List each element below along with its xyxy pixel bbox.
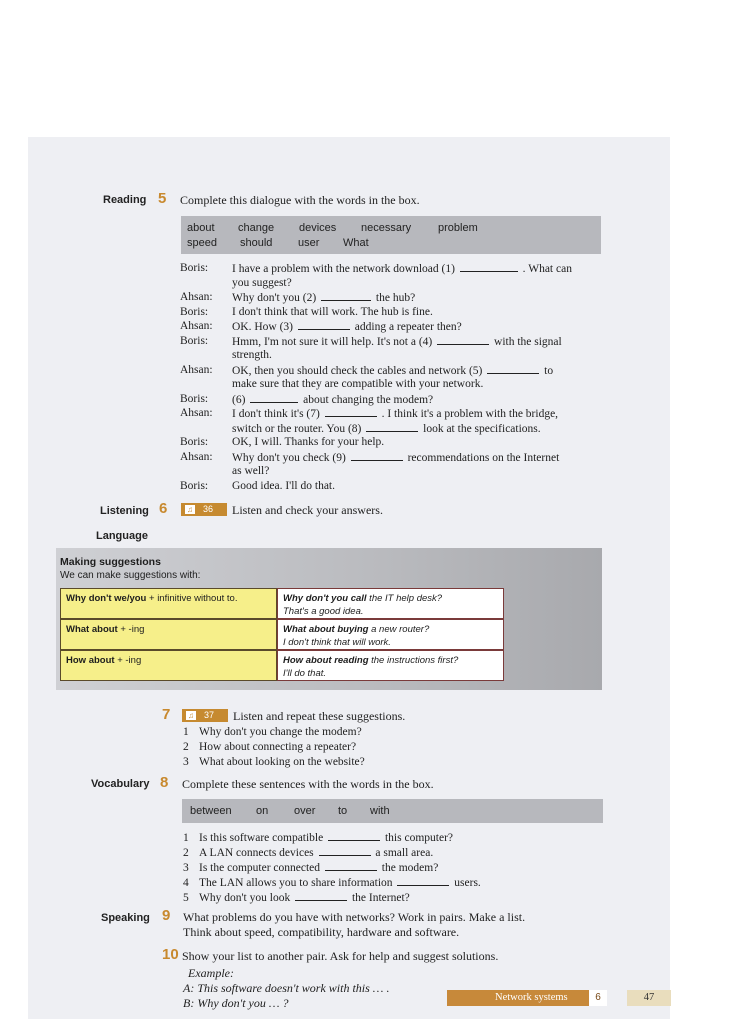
word-box-word: about <box>187 222 215 234</box>
example-line-b: B: Why don't you … ? <box>183 996 289 1010</box>
dialogue-text: I have a problem with the network download (1) <box>232 263 455 275</box>
example-response: I'll do that. <box>283 668 327 679</box>
item-number: 3 <box>183 862 189 874</box>
dialogue-speaker: Ahsan: <box>180 450 213 463</box>
dialogue-line <box>232 320 462 333</box>
word-box-word: with <box>370 805 390 817</box>
item-number: 2 <box>183 741 189 753</box>
example-response: That's a good idea. <box>283 606 364 617</box>
dialogue-line <box>232 335 562 348</box>
blank-field[interactable] <box>351 451 403 461</box>
word-box-word: change <box>238 222 275 234</box>
footer-unit-number: 6 <box>587 990 607 1006</box>
example-label: Example: <box>188 966 234 980</box>
blank-field[interactable] <box>321 291 371 301</box>
rule-rest: + infinitive without to. <box>146 593 238 604</box>
blank-field[interactable] <box>250 393 298 403</box>
exercise-number-5: 5 <box>158 190 167 207</box>
example-rest: a new router? <box>368 624 430 635</box>
word-box-word: speed <box>187 237 217 249</box>
dialogue-text: Hmm, I'm not sure it will help. It's not a (4) <box>232 335 433 348</box>
item-text: What about looking on the website? <box>199 756 365 768</box>
footer-unit-title: Network systems <box>495 992 568 1003</box>
dialogue-text: I don't think it's (7) <box>232 408 320 420</box>
word-box-word: problem <box>438 222 478 234</box>
cd-icon: ♫ <box>187 505 193 514</box>
example-bold: Why don't you call <box>283 593 367 604</box>
list-item <box>183 831 453 844</box>
blank-field[interactable] <box>319 846 371 856</box>
audio-track-badge[interactable] <box>182 709 228 722</box>
dialogue-speaker: Ahsan: <box>180 407 213 419</box>
item-text: a small area. <box>375 847 434 859</box>
exercise-9-line-2: Think about speed, compatibility, hardware and software. <box>183 925 460 939</box>
word-box-word: necessary <box>361 222 412 234</box>
item-text: Is the computer connected <box>199 862 321 874</box>
item-text: this computer? <box>384 832 454 844</box>
list-item <box>183 756 365 768</box>
list-item <box>183 846 433 859</box>
word-box-word: user <box>298 237 320 249</box>
dialogue-speaker: Ahsan: <box>180 320 213 332</box>
item-number: 3 <box>183 756 189 768</box>
dialogue-text: (6) <box>232 393 246 406</box>
item-text: How about connecting a repeater? <box>199 741 357 753</box>
example-bold: What about buying <box>283 624 369 635</box>
dialogue-text: to <box>544 364 554 377</box>
exercise-number-7: 7 <box>162 706 171 723</box>
exercise-5-instruction: Complete this dialogue with the words in the box. <box>180 193 420 207</box>
item-number: 4 <box>183 877 189 889</box>
language-example-cell <box>277 619 504 650</box>
dialogue-line <box>232 306 433 318</box>
example-rest: the instructions first? <box>368 655 459 666</box>
dialogue-speaker: Boris: <box>180 262 209 274</box>
dialogue-line <box>232 393 433 406</box>
rule-rest: + -ing <box>114 655 142 666</box>
dialogue-text: about changing the modem? <box>303 393 434 406</box>
dialogue-text: Why don't you check (9) <box>232 451 346 464</box>
exercise-8-instruction: Complete these sentences with the words in the box. <box>182 777 434 791</box>
language-rule-cell <box>60 650 277 681</box>
dialogue-text: I don't think that will work. The hub is fine. <box>232 305 433 318</box>
item-number: 1 <box>183 726 189 738</box>
word-box-word: over <box>294 805 316 817</box>
dialogue-line <box>232 291 415 304</box>
dialogue-text: the hub? <box>375 292 416 304</box>
example-bold: How about reading <box>283 655 369 666</box>
item-number: 1 <box>183 832 189 844</box>
language-example-cell <box>277 650 504 681</box>
item-text: users. <box>454 877 481 889</box>
blank-field[interactable] <box>328 831 380 841</box>
section-label-language: Language <box>96 530 148 542</box>
word-box-word: What <box>343 237 369 249</box>
list-item <box>183 726 362 738</box>
dialogue-text: you suggest? <box>232 276 292 289</box>
dialogue-line <box>232 422 541 435</box>
dialogue-speaker: Boris: <box>180 392 209 405</box>
dialogue-speaker: Ahsan: <box>180 363 213 376</box>
blank-field[interactable] <box>325 861 377 871</box>
example-response: I don't think that will work. <box>283 637 391 648</box>
dialogue-text: look at the specifications. <box>423 422 541 435</box>
dialogue-text: as well? <box>232 465 270 477</box>
blank-field[interactable] <box>460 262 518 272</box>
rule-bold: What about <box>66 624 118 635</box>
item-text: The LAN allows you to share information <box>199 877 393 889</box>
dialogue-line <box>232 451 559 464</box>
word-box-reading <box>181 216 601 254</box>
item-text: Why don't you change the modem? <box>199 726 362 738</box>
language-subtitle: We can make suggestions with: <box>60 570 201 581</box>
exercise-9-line-1: What problems do you have with networks? Work in pairs. Make a list. <box>183 910 526 924</box>
dialogue-text: OK. How (3) <box>232 321 294 333</box>
language-example-cell <box>277 588 504 619</box>
exercise-10-instruction: Show your list to another pair. Ask for help and suggest solutions. <box>182 949 499 963</box>
dialogue-text: recommendations on the Internet <box>407 451 560 464</box>
rule-bold: How about <box>66 655 115 666</box>
blank-field[interactable] <box>295 891 347 901</box>
section-label-listening: Listening <box>100 505 149 517</box>
exercise-number-10: 10 <box>162 946 179 963</box>
item-text: the Internet? <box>351 892 410 904</box>
dialogue-text: OK, then you should check the cables and network (5) <box>232 364 483 377</box>
language-title: Making suggestions <box>60 556 161 568</box>
word-box-word: devices <box>299 222 337 234</box>
language-rule-cell <box>60 588 277 619</box>
audio-track-number: 37 <box>204 710 215 720</box>
dialogue-speaker: Boris: <box>180 334 209 347</box>
dialogue-line <box>232 364 553 377</box>
dialogue-line <box>232 262 572 275</box>
blank-field[interactable] <box>366 422 418 432</box>
dialogue-line <box>232 349 272 361</box>
section-label-vocabulary: Vocabulary <box>91 778 150 790</box>
rule-bold: Why don't we/you <box>66 593 147 604</box>
dialogue-text: strength. <box>232 349 272 361</box>
list-item <box>183 741 356 753</box>
dialogue-line <box>232 480 335 492</box>
dialogue-line <box>232 378 483 390</box>
rule-rest: + -ing <box>117 624 145 635</box>
blank-field[interactable] <box>487 364 539 374</box>
blank-field[interactable] <box>397 876 449 886</box>
example-line-a: A: This software doesn't work with this … . <box>183 981 390 995</box>
dialogue-text: adding a repeater then? <box>354 321 462 333</box>
word-box-vocabulary <box>182 799 603 823</box>
item-text: Why don't you look <box>199 892 291 904</box>
dialogue-text: Good idea. I'll do that. <box>232 479 335 492</box>
dialogue-text: . I think it's a problem with the bridge, <box>381 408 559 420</box>
page-number: 47 <box>627 990 671 1006</box>
exercise-7-instruction: Listen and repeat these suggestions. <box>233 709 406 723</box>
dialogue-text: with the signal <box>494 335 562 348</box>
dialogue-text: make sure that they are compatible with your network. <box>232 378 484 390</box>
list-item <box>183 861 438 874</box>
dialogue-text: switch or the router. You (8) <box>232 422 362 435</box>
word-box-word: to <box>338 805 348 817</box>
section-label-speaking: Speaking <box>101 912 150 924</box>
dialogue-speaker: Boris: <box>180 479 209 492</box>
item-text: A LAN connects devices <box>199 847 314 859</box>
blank-field[interactable] <box>298 320 350 330</box>
exercise-number-8: 8 <box>160 774 169 791</box>
list-item <box>183 891 410 904</box>
dialogue-speaker: Boris: <box>180 305 209 318</box>
language-rule-cell <box>60 619 277 650</box>
dialogue-text: . What can <box>522 263 572 275</box>
dialogue-line <box>232 465 269 477</box>
dialogue-line <box>232 407 558 420</box>
item-text: the modem? <box>381 862 439 874</box>
item-text: Is this software compatible <box>199 832 324 844</box>
exercise-number-6: 6 <box>159 500 168 517</box>
item-number: 5 <box>183 892 189 904</box>
exercise-6-instruction: Listen and check your answers. <box>232 503 383 517</box>
dialogue-text: Why don't you (2) <box>232 292 317 304</box>
list-item <box>183 876 481 889</box>
word-box-word: between <box>190 805 232 817</box>
item-number: 2 <box>183 847 189 859</box>
audio-track-badge[interactable] <box>181 503 227 516</box>
section-label-reading: Reading <box>103 194 147 206</box>
dialogue-speaker: Boris: <box>180 436 209 448</box>
blank-field[interactable] <box>437 335 489 345</box>
exercise-number-9: 9 <box>162 907 171 924</box>
dialogue-text: OK, I will. Thanks for your help. <box>232 436 385 448</box>
audio-track-number: 36 <box>203 504 214 514</box>
cd-icon: ♫ <box>188 711 194 720</box>
word-box-word: on <box>256 805 269 817</box>
example-rest: the IT help desk? <box>366 593 443 604</box>
dialogue-line <box>232 436 384 448</box>
blank-field[interactable] <box>325 407 377 417</box>
dialogue-line <box>232 277 292 289</box>
dialogue-speaker: Ahsan: <box>180 291 213 303</box>
word-box-word: should <box>240 237 273 249</box>
